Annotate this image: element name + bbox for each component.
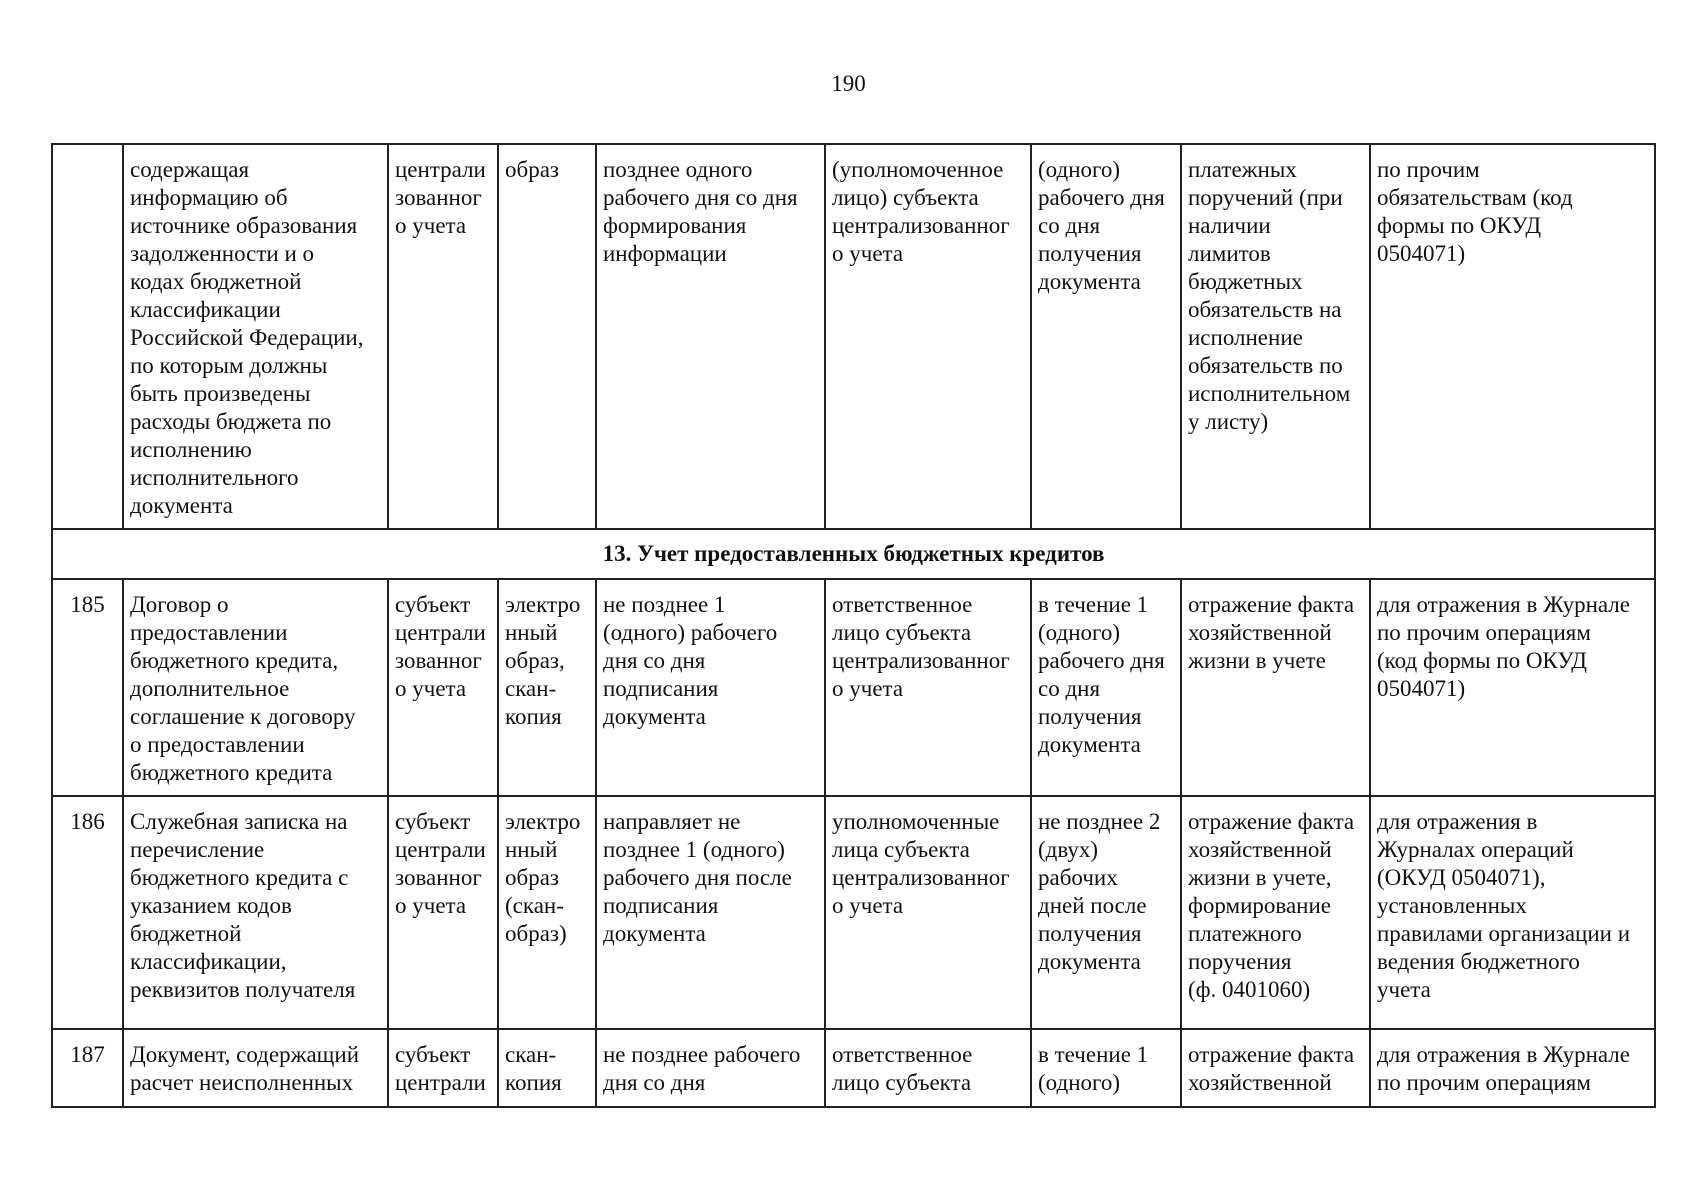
cell-document-name: Документ, содержащий расчет неисполненных — [123, 1029, 388, 1107]
cell-register: для отражения в Журнале по прочим операциям — [1370, 1029, 1655, 1107]
cell-purpose: отражение факта хозяйственной жизни в учете — [1181, 579, 1370, 796]
cell-register: по прочим обязательствам (код формы по ОКУД 0504071) — [1370, 144, 1655, 529]
cell-purpose: отражение факта хозяйственной — [1181, 1029, 1370, 1107]
cell-document-name: Служебная записка на перечисление бюджетного кредита с указанием кодов бюджетной классификации, реквизитов получателя — [123, 796, 388, 1029]
cell-document-name: содержащая информацию об источнике образования задолженности и о кодах бюджетной классификации Российской Федерации, по которым должны быть произведены расходы бюджета по исполнению исполнительного документа — [123, 144, 388, 529]
section-title: 13. Учет предоставленных бюджетных кредитов — [52, 529, 1655, 579]
cell-row-number: 186 — [52, 796, 123, 1029]
cell-compiler: субъект централи зованног о учета — [388, 796, 498, 1029]
cell-responsible: уполномоченные лица субъекта централизованног о учета — [825, 796, 1031, 1029]
document-table — [51, 143, 1656, 1108]
cell-deadline: направляет не позднее 1 (одного) рабочего дня после подписания документа — [596, 796, 825, 1029]
cell-responsible: ответственное лицо субъекта централизованног о учета — [825, 579, 1031, 796]
cell-row-number: 185 — [52, 579, 123, 796]
cell-processing-time: не позднее 2 (двух) рабочих дней после получения документа — [1031, 796, 1181, 1029]
cell-form: скан- копия — [498, 1029, 596, 1107]
cell-compiler: субъект централи — [388, 1029, 498, 1107]
table-row — [52, 579, 1655, 796]
table-row — [52, 1029, 1655, 1107]
section-header-row — [52, 529, 1655, 579]
table-row-continued — [52, 144, 1655, 529]
cell-responsible: (уполномоченное лицо) субъекта централизованног о учета — [825, 144, 1031, 529]
cell-processing-time: в течение 1 (одного) рабочего дня со дня получения документа — [1031, 579, 1181, 796]
cell-responsible: ответственное лицо субъекта — [825, 1029, 1031, 1107]
table-row — [52, 796, 1655, 1029]
cell-processing-time: (одного) рабочего дня со дня получения документа — [1031, 144, 1181, 529]
cell-processing-time: в течение 1 (одного) — [1031, 1029, 1181, 1107]
cell-row-number: 187 — [52, 1029, 123, 1107]
cell-register: для отражения в Журнале по прочим операциям (код формы по ОКУД 0504071) — [1370, 579, 1655, 796]
cell-compiler: централи зованног о учета — [388, 144, 498, 529]
cell-deadline: не позднее рабочего дня со дня — [596, 1029, 825, 1107]
cell-purpose: платежных поручений (при наличии лимитов бюджетных обязательств на исполнение обязательств по исполнительном у листу) — [1181, 144, 1370, 529]
cell-form: электро нный образ (скан- образ) — [498, 796, 596, 1029]
cell-form: образ — [498, 144, 596, 529]
cell-purpose: отражение факта хозяйственной жизни в учете, формирование платежного поручения (ф. 0401060) — [1181, 796, 1370, 1029]
cell-form: электро нный образ, скан- копия — [498, 579, 596, 796]
cell-deadline: позднее одного рабочего дня со дня формирования информации — [596, 144, 825, 529]
cell-compiler: субъект централи зованног о учета — [388, 579, 498, 796]
cell-row-number — [52, 144, 123, 529]
page-number: 190 — [831, 71, 866, 96]
cell-register: для отражения в Журналах операций (ОКУД 0504071), установленных правилами организации и ведения бюджетного учета — [1370, 796, 1655, 1029]
cell-deadline: не позднее 1 (одного) рабочего дня со дня подписания документа — [596, 579, 825, 796]
cell-document-name: Договор о предоставлении бюджетного кредита, дополнительное соглашение к договору о предоставлении бюджетного кредита — [123, 579, 388, 796]
